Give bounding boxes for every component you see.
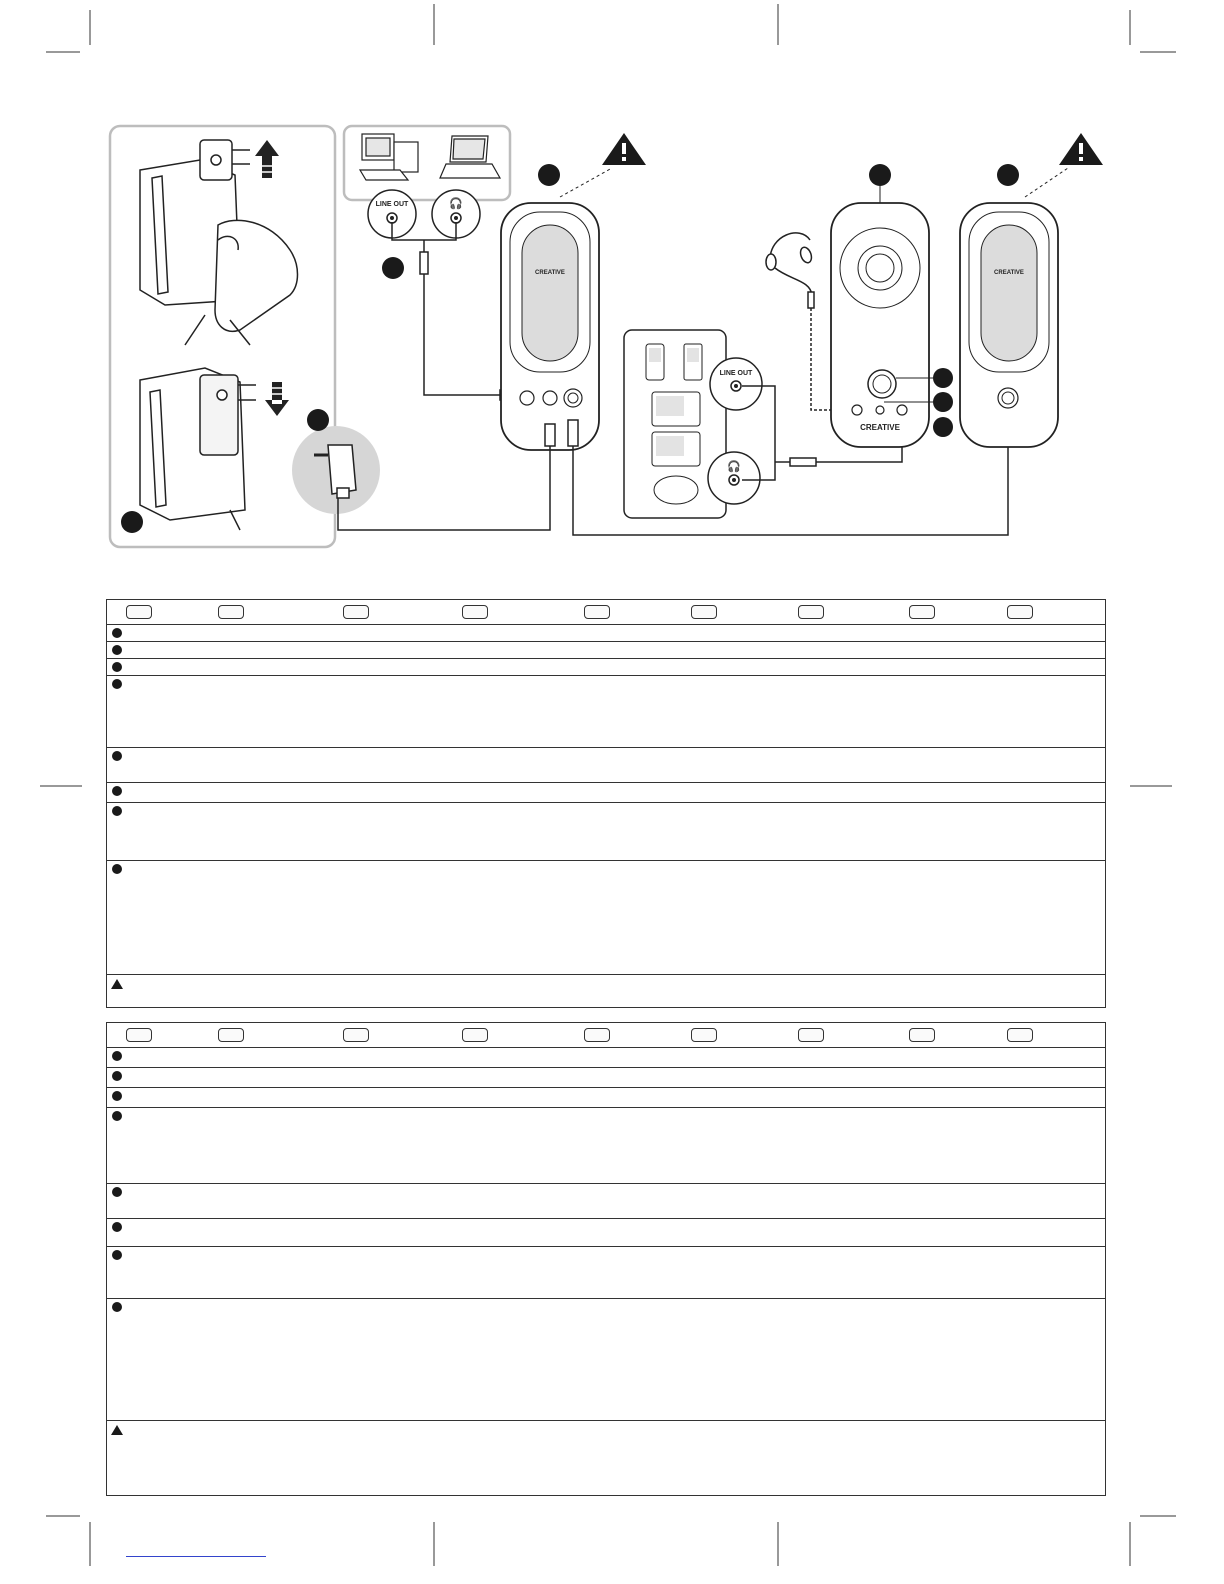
step-marker-icon (112, 1302, 122, 1312)
arrow-down-icon (265, 382, 289, 416)
headphone-icon: 🎧 (727, 460, 741, 473)
language-tab[interactable] (798, 605, 824, 619)
instruction-row (107, 659, 1105, 676)
instruction-row (107, 1247, 1105, 1299)
instruction-row (107, 625, 1105, 642)
language-tab[interactable] (584, 1028, 610, 1042)
language-tab[interactable] (1007, 605, 1033, 619)
instruction-row (107, 975, 1105, 1007)
instruction-row (107, 1108, 1105, 1184)
step-marker-icon (112, 864, 122, 874)
adapter-illustration-remove (140, 140, 298, 345)
language-tab[interactable] (691, 1028, 717, 1042)
headphone-icon: 🎧 (449, 197, 463, 210)
callout-badge (307, 409, 329, 431)
computer-sources-panel (344, 126, 510, 200)
language-tab[interactable] (218, 1028, 244, 1042)
step-marker-icon (112, 1222, 122, 1232)
warning-triangle-icon (111, 979, 123, 989)
line-out-label: LINE OUT (375, 201, 409, 208)
callout-badge (933, 368, 953, 388)
instruction-row (107, 1048, 1105, 1068)
instruction-row (107, 1088, 1105, 1108)
instruction-row (107, 1068, 1105, 1088)
instruction-row (107, 783, 1105, 803)
instruction-row (107, 748, 1105, 783)
language-tab[interactable] (462, 1028, 488, 1042)
arrow-up-icon (255, 140, 279, 178)
step-marker-icon (112, 1187, 122, 1197)
step-marker-icon (112, 751, 122, 761)
bottom-link-underline (126, 1556, 266, 1557)
portable-line-out-label: LINE OUT (719, 370, 753, 377)
speaker-right-front (960, 203, 1058, 447)
language-tab[interactable] (126, 1028, 152, 1042)
callout-badge (997, 164, 1019, 186)
desktop-computer-icon (360, 134, 418, 180)
step-marker-icon (112, 628, 122, 638)
step-marker-icon (112, 1071, 122, 1081)
instruction-row (107, 1299, 1105, 1421)
step-marker-icon (112, 679, 122, 689)
language-tab[interactable] (909, 1028, 935, 1042)
warning-triangle-icon (602, 133, 646, 165)
speaker-brand-label: CREATIVE (535, 270, 565, 276)
language-tab-row (107, 600, 1105, 625)
warning-triangle-icon (1059, 133, 1103, 165)
volume-knob (868, 370, 896, 398)
speaker-brand-label: CREATIVE (860, 423, 900, 432)
language-tab[interactable] (691, 605, 717, 619)
language-tab[interactable] (584, 605, 610, 619)
language-tab[interactable] (1007, 1028, 1033, 1042)
speaker-brand-label: CREATIVE (994, 270, 1024, 276)
adapter-illustration-attach (140, 368, 256, 530)
instruction-row (107, 803, 1105, 861)
speaker-center-rear (831, 203, 929, 447)
language-tab[interactable] (462, 605, 488, 619)
callout-badge (933, 417, 953, 437)
language-tab[interactable] (343, 605, 369, 619)
warning-triangle-icon (111, 1425, 123, 1435)
language-tab[interactable] (798, 1028, 824, 1042)
callout-badge (869, 164, 891, 186)
step-marker-icon (112, 662, 122, 672)
step-marker-icon (112, 1051, 122, 1061)
callout-badge (538, 164, 560, 186)
step-marker-icon (112, 1091, 122, 1101)
instruction-table-1 (106, 599, 1106, 1008)
language-tab-row (107, 1023, 1105, 1048)
instruction-row (107, 861, 1105, 975)
callout-badge (933, 392, 953, 412)
instruction-row (107, 1219, 1105, 1247)
step-marker-icon (112, 1250, 122, 1260)
language-tab[interactable] (126, 605, 152, 619)
instruction-table-2 (106, 1022, 1106, 1496)
step-marker-icon (112, 1111, 122, 1121)
language-tab[interactable] (218, 605, 244, 619)
language-tab[interactable] (343, 1028, 369, 1042)
callout-badge (382, 257, 404, 279)
disc-player-icon (654, 476, 698, 504)
instruction-row (107, 1184, 1105, 1219)
step-marker-icon (112, 645, 122, 655)
step-marker-icon (112, 806, 122, 816)
portable-headphone-jack (708, 452, 760, 504)
speaker-left-rear (501, 203, 599, 450)
instruction-row (107, 676, 1105, 748)
step-marker-icon (112, 786, 122, 796)
callout-badge (121, 511, 143, 533)
portable-line-out-jack (710, 358, 762, 410)
instruction-row (107, 1421, 1105, 1495)
language-tab[interactable] (909, 605, 935, 619)
audio-cable (392, 222, 514, 400)
instruction-row (107, 642, 1105, 659)
laptop-computer-icon (440, 136, 500, 178)
